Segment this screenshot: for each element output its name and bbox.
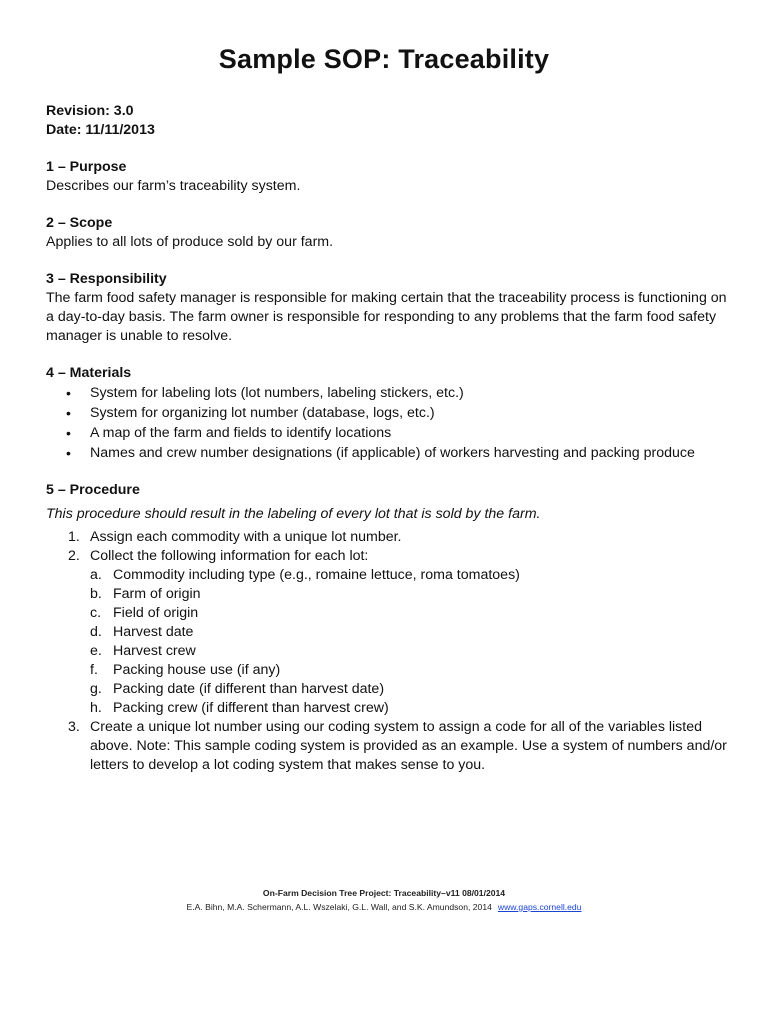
- purpose-heading: 1 – Purpose: [46, 159, 127, 175]
- substep: [90, 585, 736, 604]
- substep: [90, 661, 736, 680]
- responsibility-text: The farm food safety manager is responsible for making certain that the traceability process is functioning on a day-to-day basis. The farm owner is responsible for responding to any problems that the farm food safety manager is unable to resolve.: [46, 290, 727, 344]
- procedure-heading: 5 – Procedure: [46, 482, 140, 498]
- substep-text: Farm of origin: [113, 586, 201, 602]
- substep-letter: a.: [90, 567, 102, 583]
- section-purpose: [46, 158, 736, 196]
- section-scope: [46, 214, 736, 252]
- procedure-step: [46, 528, 736, 547]
- step-number: 1.: [68, 529, 80, 545]
- materials-list: [46, 383, 736, 463]
- substep-text: Field of origin: [113, 605, 199, 621]
- date-line: Date: 11/11/2013: [46, 122, 155, 138]
- footer-credits-line: [0, 900, 768, 914]
- substep: [90, 566, 736, 585]
- document-body: [46, 102, 736, 775]
- substep: [90, 604, 736, 623]
- scope-heading: 2 – Scope: [46, 215, 113, 231]
- procedure-intro: This procedure should result in the labeling of every lot that is sold by the farm.: [46, 506, 541, 522]
- document-title: Sample SOP: Traceability: [218, 44, 550, 74]
- substep: [90, 642, 736, 661]
- substep: [90, 623, 736, 642]
- substep-text: Packing crew (if different than harvest crew): [113, 700, 389, 716]
- responsibility-heading: 3 – Responsibility: [46, 271, 167, 287]
- substep-letter: e.: [90, 643, 102, 659]
- revision-line: Revision: 3.0: [46, 103, 134, 119]
- substep-text: Commodity including type (e.g., romaine lettuce, roma tomatoes): [113, 567, 520, 583]
- substep-letter: c.: [90, 605, 102, 621]
- section-procedure: [46, 481, 736, 775]
- procedure-steps: [46, 528, 736, 775]
- section-responsibility: [46, 270, 736, 346]
- substep-text: Harvest crew: [113, 643, 196, 659]
- substep: [90, 680, 736, 699]
- list-item: • System for organizing lot number (database, logs, etc.): [46, 403, 736, 423]
- procedure-substeps: [90, 566, 736, 718]
- page-footer: [0, 886, 768, 914]
- list-item: • A map of the farm and fields to identify locations: [46, 423, 736, 443]
- substep-letter: d.: [90, 624, 102, 640]
- substep-letter: b.: [90, 586, 102, 602]
- procedure-step: [46, 547, 736, 718]
- section-materials: [46, 364, 736, 463]
- step-number: 2.: [68, 548, 80, 564]
- step-number: 3.: [68, 719, 80, 735]
- substep-letter: h.: [90, 700, 102, 716]
- list-item: • Names and crew number designations (if applicable) of workers harvesting and packing produce: [46, 443, 736, 463]
- list-item: • System for labeling lots (lot numbers, labeling stickers, etc.): [46, 383, 736, 403]
- scope-text: Applies to all lots of produce sold by our farm.: [46, 234, 334, 250]
- substep-text: Packing date (if different than harvest date): [113, 681, 385, 697]
- step-text: Collect the following information for each lot:: [90, 548, 369, 564]
- procedure-step: [46, 718, 736, 775]
- substep-letter: f.: [90, 662, 98, 678]
- step-text: Assign each commodity with a unique lot number.: [90, 529, 402, 545]
- footer-authors: E.A. Bihn, M.A. Schermann, A.L. Wszelaki, G.L. Wall, and S.K. Amundson, 2014: [186, 902, 492, 912]
- materials-heading: 4 – Materials: [46, 365, 132, 381]
- footer-project-line: On-Farm Decision Tree Project: Traceability–v11 08/01/2014: [262, 888, 506, 898]
- substep-text: Harvest date: [113, 624, 194, 640]
- footer-website-link[interactable]: www.gaps.cornell.edu: [497, 902, 582, 912]
- purpose-text: Describes our farm’s traceability system.: [46, 178, 301, 194]
- substep-letter: g.: [90, 681, 102, 697]
- substep: [90, 699, 736, 718]
- step-text: Create a unique lot number using our coding system to assign a code for all of the variables listed above. Note: This sample coding system is provided as an example. Use a system of numbers and/or letters to develop a lot coding system that makes sense to you.: [90, 719, 727, 773]
- substep-text: Packing house use (if any): [113, 662, 281, 678]
